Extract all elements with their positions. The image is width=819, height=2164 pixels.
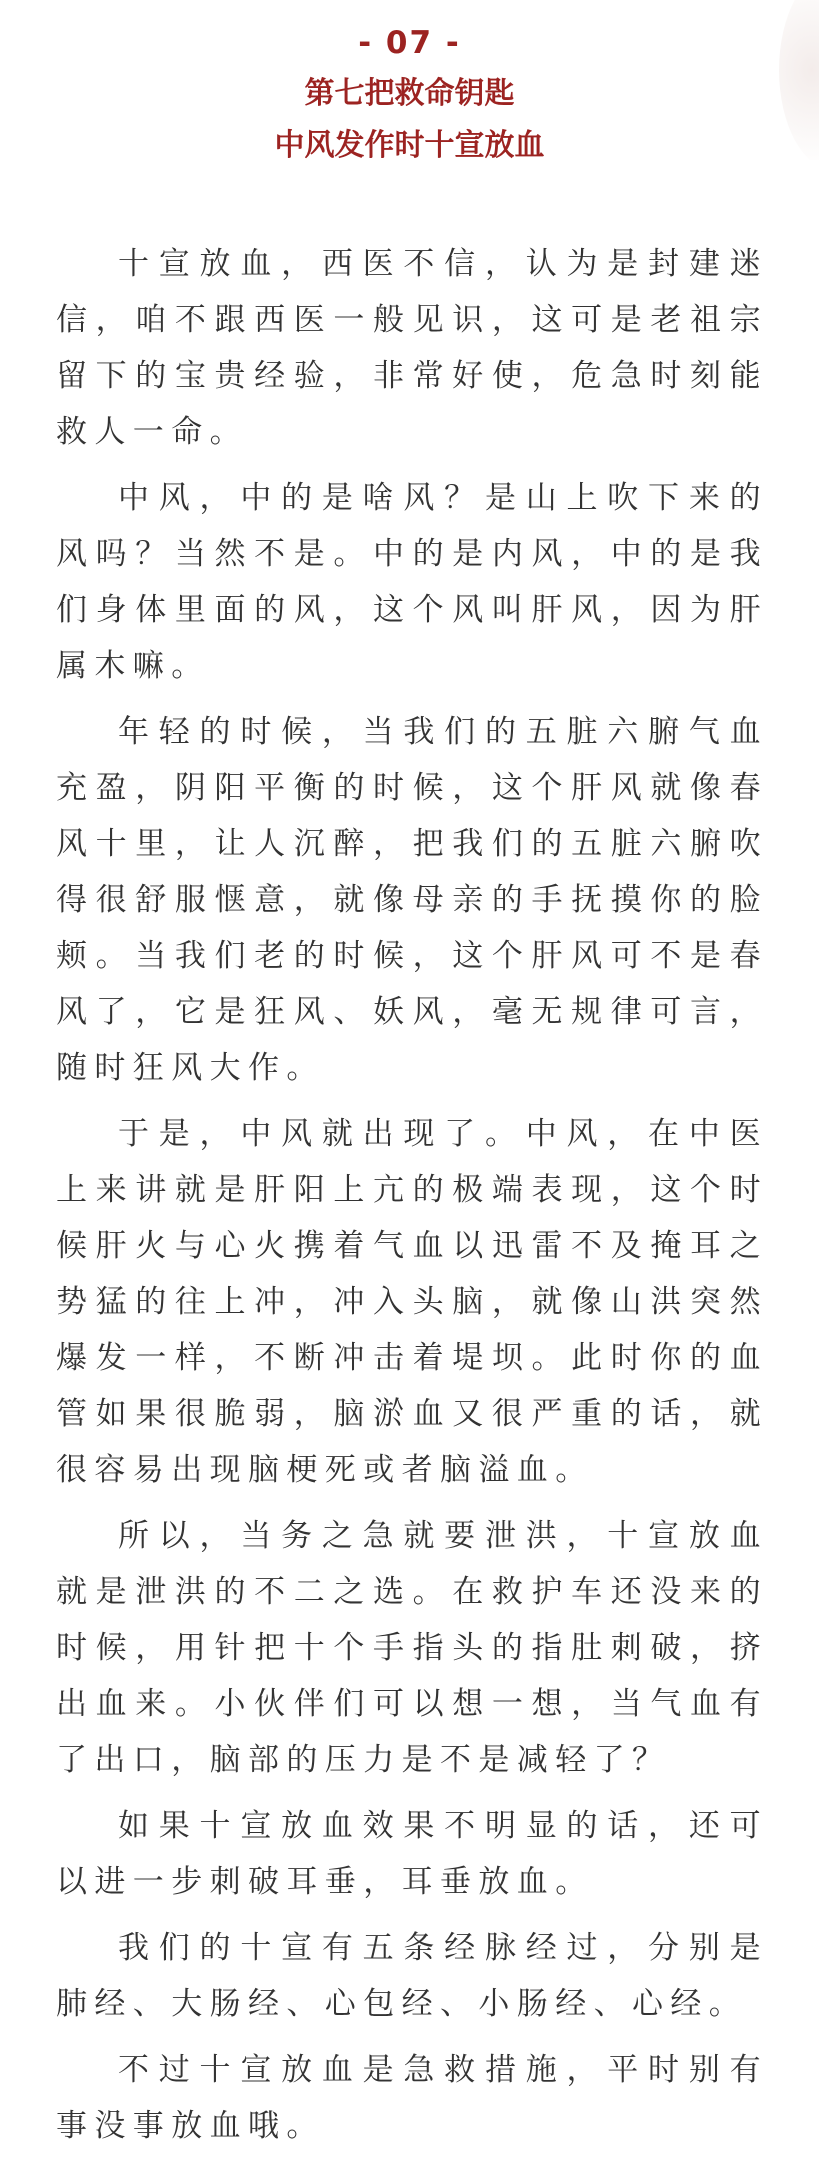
paragraph-7: 我们的十宣有五条经脉经过，分别是肺经、大肠经、心包经、小肠经、心经。 [56,1930,768,2022]
section-number: - 07 - [358,25,461,61]
title-line-1: 第七把救命钥匙 [304,76,515,111]
paragraph-3: 年轻的时候，当我们的五脏六腑气血充盈，阴阳平衡的时候，这个肝风就像春风十里，让人沉醉，把我们的五脏六腑吹得很舒服惬意，就像母亲的手抚摸你的脸颊。当我们老的时候，这个肝风可不是春风了，它是狂风、妖风，毫无规律可言，随时狂风大作。 [56,714,768,1086]
title-line-2: 中风发作时十宣放血 [274,128,545,163]
paragraph-8: 不过十宣放血是急救措施，平时别有事没事放血哦。 [56,2052,768,2144]
article-body [56,236,768,2164]
paragraph-1: 十宣放血，西医不信，认为是封建迷信，咱不跟西医一般见识，这可是老祖宗留下的宝贵经验，非常好使，危急时刻能救人一命。 [56,246,768,450]
paragraph-6: 如果十宣放血效果不明显的话，还可以进一步刺破耳垂，耳垂放血。 [56,1808,768,1900]
paragraph-4: 于是，中风就出现了。中风，在中医上来讲就是肝阳上亢的极端表现，这个时候肝火与心火携着气血以迅雷不及掩耳之势猛的往上冲，冲入头脑，就像山洪突然爆发一样，不断冲击着堤坝。此时你的血管如果很脆弱，脑淤血又很严重的话，就很容易出现脑梗死或者脑溢血。 [56,1116,768,1488]
article-header [0,18,819,172]
paragraph-5: 所以，当务之急就要泄洪，十宣放血就是泄洪的不二之选。在救护车还没来的时候，用针把十个手指头的指肚刺破，挤出血来。小伙伴们可以想一想，当气血有了出口，脑部的压力是不是减轻了？ [56,1518,768,1778]
paragraph-2: 中风，中的是啥风？是山上吹下来的风吗？当然不是。中的是内风，中的是我们身体里面的风，这个风叫肝风，因为肝属木嘛。 [56,480,768,684]
